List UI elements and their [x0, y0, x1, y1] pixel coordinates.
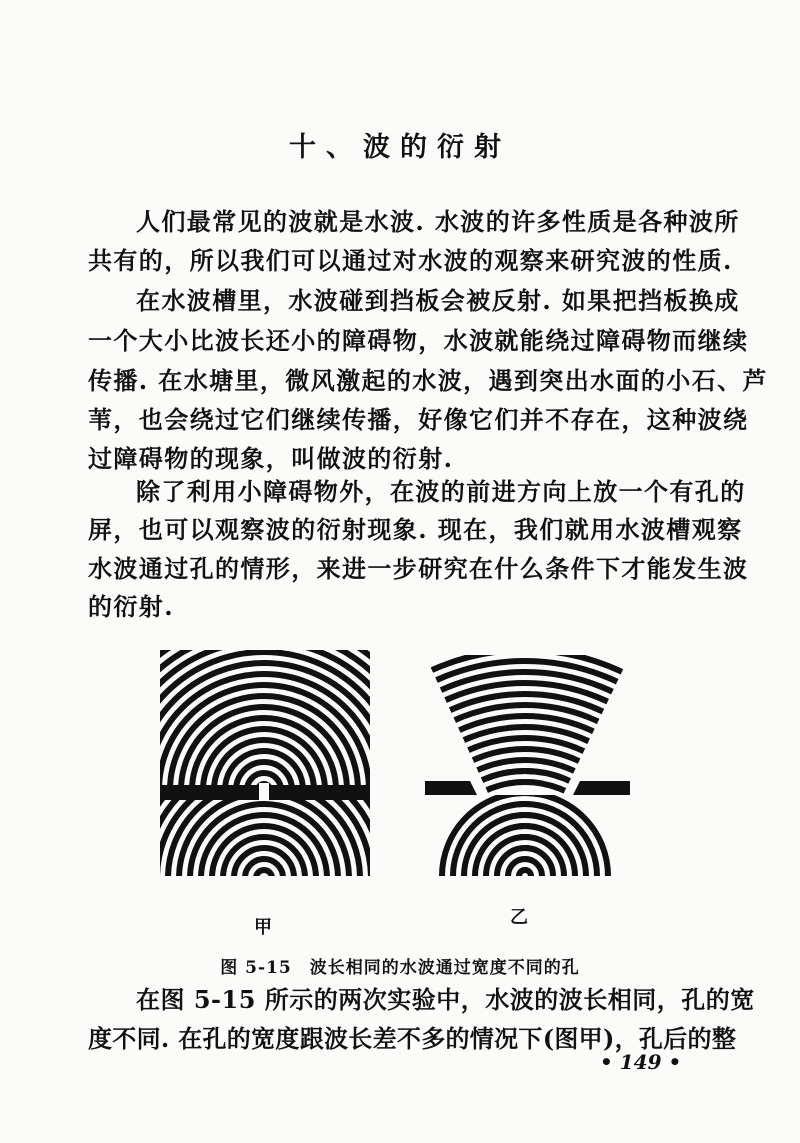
text-line: 的衍射.: [88, 592, 174, 621]
page-number: • 149 •: [600, 1050, 682, 1074]
figure-label-left: 甲: [254, 917, 272, 938]
text-line: 一个大小比波长还小的障碍物，水波就能绕过障碍物而继续: [88, 326, 749, 355]
text-line: 共有的，所以我们可以通过对水波的观察来研究波的性质.: [88, 246, 733, 275]
barrier-hole: [259, 783, 269, 800]
figure-caption: 图 5-15 波长相同的水波通过宽度不同的孔: [220, 958, 580, 978]
text-line: 在水波槽里，水波碰到挡板会被反射. 如果把挡板换成: [136, 286, 740, 315]
text-line: 除了利用小障碍物外，在波的前进方向上放一个有孔的: [136, 477, 746, 506]
text-line: 传播. 在水塘里，微风激起的水波，遇到突出水面的小石、芦: [88, 366, 768, 395]
text-line: 在图 5-15 所示的两次实验中，水波的波长相同，孔的宽: [136, 985, 755, 1014]
figure-label-right: 乙: [510, 907, 528, 928]
text-line: 过障碍物的现象，叫做波的衍射.: [88, 444, 454, 473]
section-title: 十、波的衍射: [289, 132, 511, 163]
text-line: 苇，也会绕过它们继续传播，好像它们并不存在，这种波绕: [88, 405, 749, 434]
text-line: 水波通过孔的情形，来进一步研究在什么条件下才能发生波: [88, 554, 749, 583]
figure-diffraction-wide-hole: [420, 650, 635, 876]
text-line: 屏，也可以观察波的衍射现象. 现在，我们就用水波槽观察: [88, 515, 743, 544]
figure-diffraction-narrow-hole: [160, 650, 370, 876]
text-line: 人们最常见的波就是水波. 水波的许多性质是各种波所: [136, 207, 740, 236]
text-line: 度不同. 在孔的宽度跟波长差不多的情况下(图甲)，孔后的整: [88, 1024, 737, 1053]
